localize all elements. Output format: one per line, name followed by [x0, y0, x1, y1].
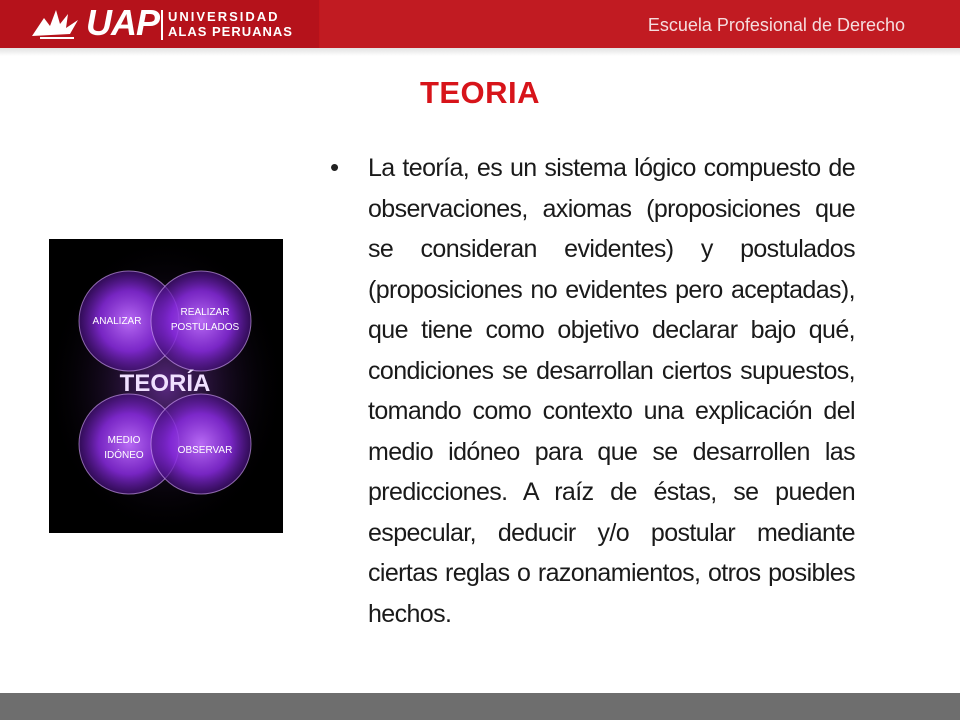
label-idoneo: IDÓNEO: [104, 450, 144, 461]
bullet-marker: •: [330, 152, 340, 182]
header-shadow: [0, 48, 960, 56]
label-teoria: TEORÍA: [119, 370, 211, 397]
school-name: Escuela Profesional de Derecho: [647, 15, 905, 35]
logo-abbrev: UAP: [86, 2, 160, 43]
circle-top-right: [151, 271, 251, 371]
school-banner: [320, 0, 960, 48]
label-realizar: REALIZAR: [180, 307, 230, 318]
header-bar: [0, 0, 960, 48]
logo-divider: [161, 10, 163, 40]
logo-line1: UNIVERSIDAD: [168, 9, 280, 24]
label-analizar: ANALIZAR: [92, 316, 142, 327]
university-logo[interactable]: [0, 0, 319, 48]
label-postulados: POSTULADOS: [170, 322, 240, 333]
slide-title: TEORIA: [419, 75, 541, 110]
label-medio: MEDIO: [107, 435, 141, 446]
label-observar: OBSERVAR: [177, 445, 233, 456]
circle-bottom-right: [151, 394, 251, 494]
logo-line2: ALAS PERUANAS: [168, 24, 293, 39]
venn-diagram: [49, 239, 283, 533]
theory-paragraph: La teoría, es un sistema lógico compuesto de observaciones, axiomas (proposiciones que se consideran evidentes) y postulados (proposiciones no evidentes pero aceptadas), que tiene como objetivo declarar bajo qué, condiciones se desarrollan ciertos supuestos, tomando como contexto una explicación del medio idóneo para que se desarrollen las predicciones. A raíz de éstas, se pueden especular, deducir y/o postular mediante ciertas reglas o razonamientos, otros posibles hechos.: [368, 154, 855, 628]
theory-diagram: [49, 239, 283, 533]
footer-bar: [0, 693, 960, 720]
eagle-emblem-icon: [30, 6, 88, 42]
